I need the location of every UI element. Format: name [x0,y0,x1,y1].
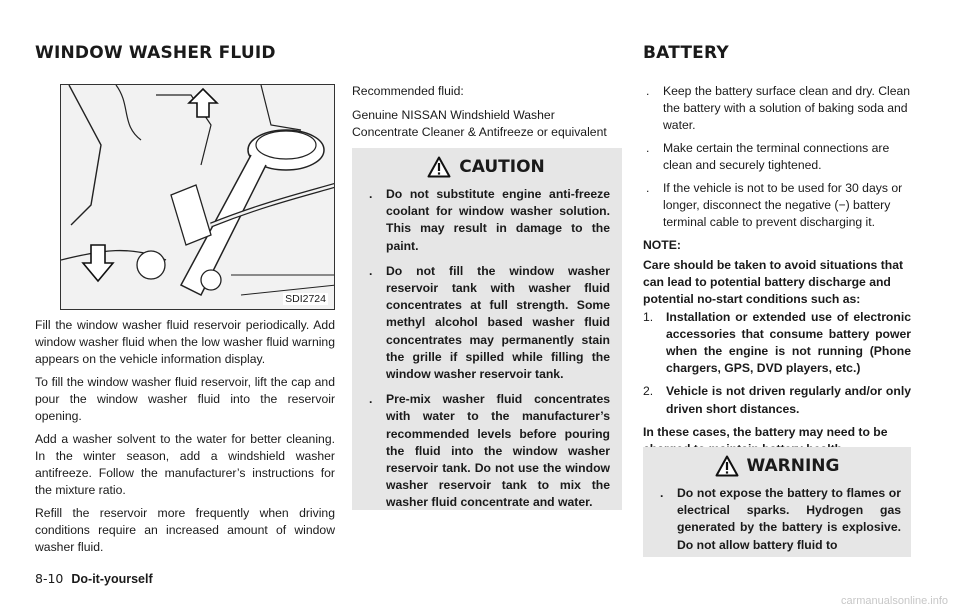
section-heading-battery: BATTERY [643,43,729,63]
paragraph: Refill the reservoir more frequently when driving conditions require an increased amount of window washer fluid. [35,506,335,554]
numbered-item: 2. Vehicle is not driven regularly and/or only driven short distances. [643,384,911,416]
paragraph: To fill the window washer fluid reservoir, lift the cap and pour the window washer fluid into the reservoir opening. [35,375,335,423]
warning-title [653,447,901,485]
battery-care-list [643,83,911,231]
recommended-label: Recommended fluid: [352,84,464,98]
battery-care-item: . If the vehicle is not to be used for 30 days or longer, disconnect the negative (−) battery terminal cable to prevent discharging it. [646,181,903,229]
reservoir-drawing [61,85,335,310]
page-number: 8-10 [35,571,64,586]
warning-triangle-icon [715,455,739,477]
note-label: NOTE: [643,238,681,252]
paragraph: Fill the window washer fluid reservoir periodically. Add window washer fluid when the low washer fluid warning appears on the vehicle information display. [35,318,335,366]
conclusion-text: In these cases, the battery may need to be [643,424,888,439]
warning-box [643,447,911,557]
middle-column [352,83,622,141]
warning-item: . Do not expose the battery to flames or electrical sparks. Hydrogen gas generated by the battery is explosive. Do not allow battery fluid to [660,486,901,552]
warning-triangle-icon [427,156,451,178]
battery-care-item: . Make certain the terminal connections are clean and securely tightened. [646,141,890,172]
paragraph: Add a washer solvent to the water for better cleaning. In the winter season, add a windshield washer antifreeze. Follow the manufacturer’s instructions for the mixture ratio. [35,432,335,497]
caution-list [362,186,610,512]
left-column [35,317,335,556]
note-text: Care should be taken to avoid situations that can lead to potential battery discharge and potential no-start conditions such as: [643,258,904,307]
numbered-list [643,309,911,418]
caution-item: . Do not substitute engine anti-freeze coolant for window washer solution. This may result in damage to the paint. [369,187,610,253]
numbered-item: 1. Installation or extended use of electronic accessories that consume battery power when the engine is not running (Phone chargers, GPS, DVD players, etc.) [643,309,911,376]
warning-title-text: WARNING [746,456,840,476]
section-name: Do-it-yourself [71,572,153,586]
battery-care-item: . Keep the battery surface clean and dry. Clean the battery with a solution of baking soda and water. [646,84,911,132]
watermark: carmanualsonline.info [840,595,948,607]
section-heading-window-washer: WINDOW WASHER FLUID [35,43,276,63]
caution-title-text: CAUTION [459,157,545,177]
recommended-text: Genuine NISSAN Windshield Washer Concentrate Cleaner & Antifreeze or equivalent [352,108,607,139]
caution-box [352,148,622,510]
caution-item: . Do not fill the window washer reservoir tank with washer fluid concentrates at full strength. Some methyl alcohol based washer fluid concentrates may permanently stain the grille if spilled while filling the window washer reservoir tank. [369,263,610,382]
caution-title [362,148,610,186]
washer-reservoir-illustration [60,84,335,310]
right-column [643,83,911,458]
page-footer [35,571,153,586]
warning-list [653,485,901,554]
caution-item: . Pre-mix washer fluid concentrates with water to the manufacturer’s recommended levels before pouring the fluid into the window washer reservoir tank. Do not use the window washer reservoir tank to mix the washer fluid concentrate and water. [369,392,610,510]
figure-caption: SDI2724 [285,293,326,305]
